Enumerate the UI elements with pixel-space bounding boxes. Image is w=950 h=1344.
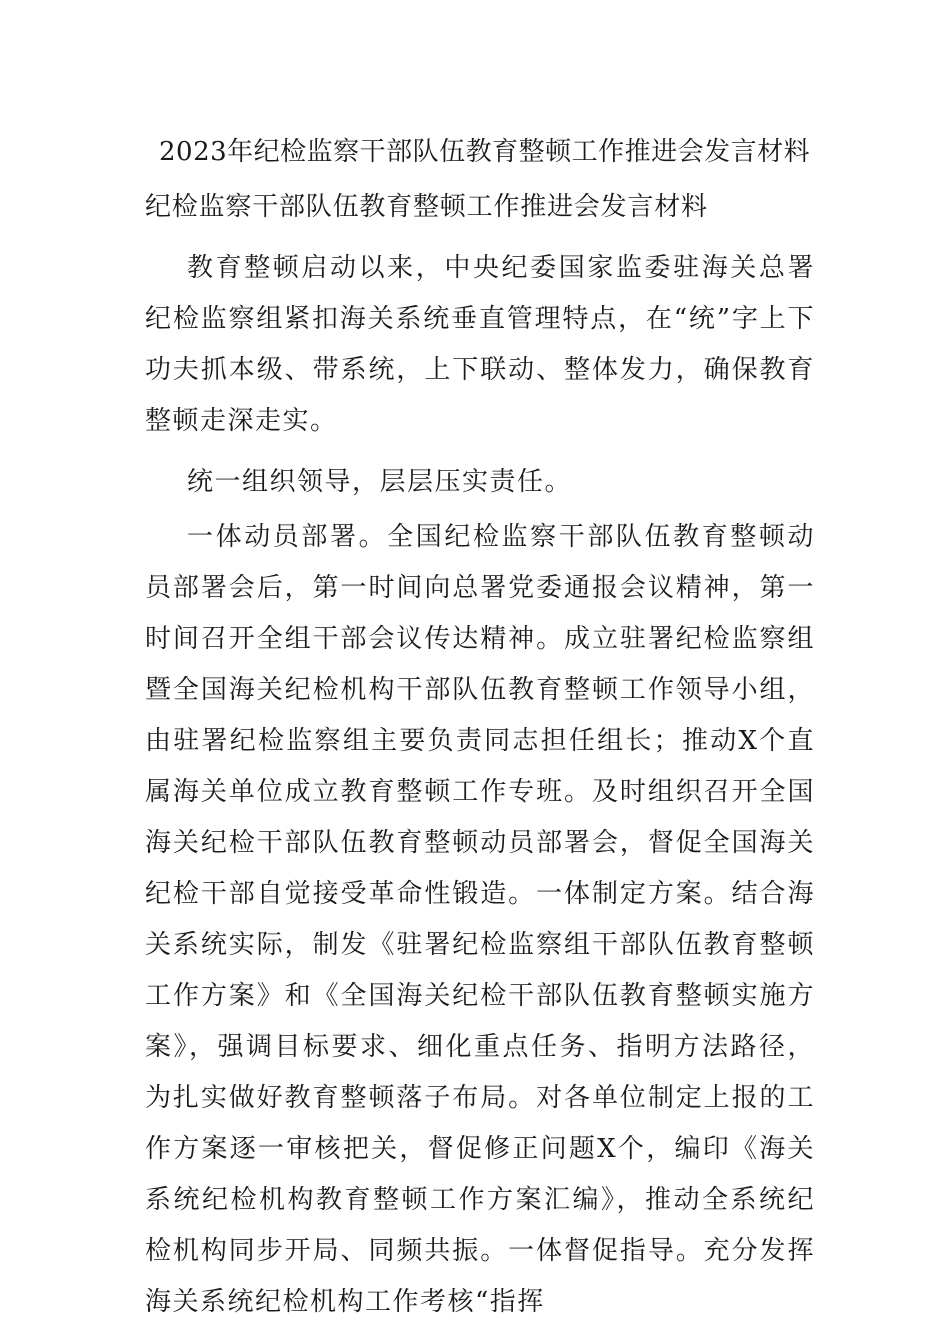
document-title: 2023年纪检监察干部队伍教育整顿工作推进会发言材料 xyxy=(159,137,811,167)
paragraph-section-heading: 统一组织领导，层层压实责任。 xyxy=(187,467,573,497)
paragraph-body: 一体动员部署。全国纪检监察干部队伍教育整顿动员部署会后，第一时间向总署党委通报会议精神，第一时间召开全组干部会议传达精神。成立驻署纪检监察组暨全国海关纪检机构干部队伍教育整顿工作领导小组，由驻署纪检监察组主要负责同志担任组长；推动X个直属海关单位成立教育整顿工作专班。及时组织召开全国海关纪检干部队伍教育整顿动员部署会，督促全国海关纪检干部自觉接受革命性锻造。一体制定方案。结合海关系统实际，制发《驻署纪检监察组干部队伍教育整顿工作方案》和《全国海关纪检干部队伍教育整顿实施方案》，强调目标要求、细化重点任务、指明方法路径，为扎实做好教育整顿落子布局。对各单位制定上报的工作方案逐一审核把关，督促修正问题X个，编印《海关系统纪检机构教育整顿工作方案汇编》，推动全系统纪检机构同步开局、同频共振。一体督促指导。充分发挥海关系统纪检机构工作考核“指挥 xyxy=(145,522,815,1317)
document-subtitle: 纪检监察干部队伍教育整顿工作推进会发言材料 xyxy=(145,192,708,222)
paragraph-intro: 教育整顿启动以来，中央纪委国家监委驻海关总署纪检监察组紧扣海关系统垂直管理特点，在“统”字上下功夫抓本级、带系统，上下联动、整体发力，确保教育整顿走深走实。 xyxy=(145,253,815,436)
document-body xyxy=(145,127,815,1328)
